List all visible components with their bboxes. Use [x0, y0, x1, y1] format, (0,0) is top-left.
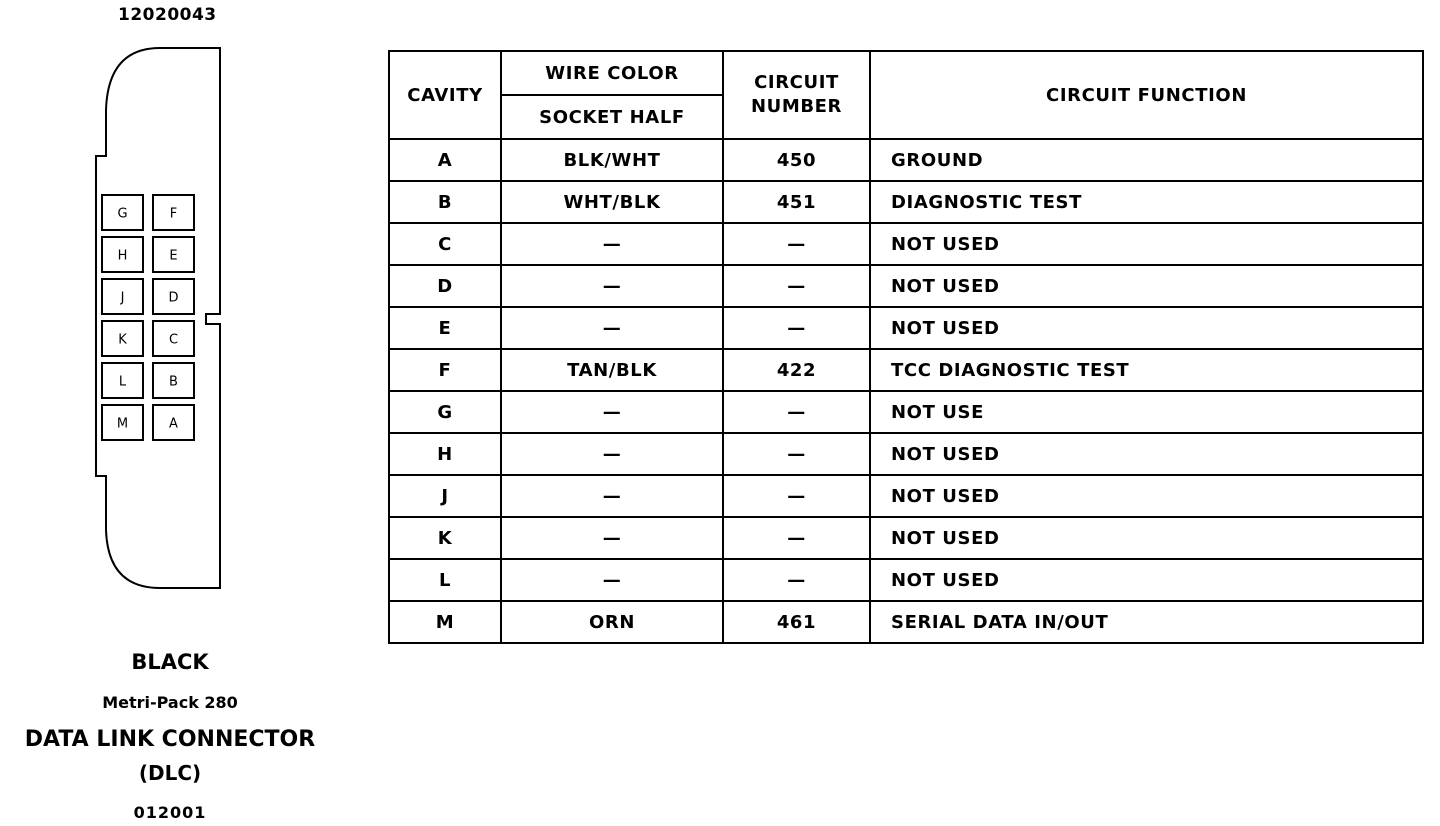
cell-wire-color: —: [501, 391, 723, 433]
cell-cavity: G: [389, 391, 501, 433]
cavity-column-left: [102, 195, 143, 440]
cell-wire-color: —: [501, 433, 723, 475]
pinout-table: [388, 50, 1424, 644]
cell-circuit-number: 422: [723, 349, 870, 391]
table-row: [389, 391, 1423, 433]
cell-wire-color: —: [501, 475, 723, 517]
table-row: [389, 181, 1423, 223]
cell-cavity: M: [389, 601, 501, 643]
cell-circuit-function: NOT USED: [870, 433, 1423, 475]
cell-circuit-number: 451: [723, 181, 870, 223]
table-row: [389, 139, 1423, 181]
cavity-label-m: M: [116, 416, 129, 432]
connector-name: DATA LINK CONNECTOR: [24, 727, 316, 752]
table-row: [389, 349, 1423, 391]
cell-wire-color: —: [501, 265, 723, 307]
cell-cavity: K: [389, 517, 501, 559]
cell-circuit-function: NOT USED: [870, 517, 1423, 559]
cell-wire-color: —: [501, 307, 723, 349]
cell-cavity: E: [389, 307, 501, 349]
header-wire-color: WIRE COLOR: [501, 51, 723, 95]
table-row: [389, 517, 1423, 559]
header-circuit-function: CIRCUIT FUNCTION: [870, 51, 1423, 139]
cell-circuit-number: —: [723, 475, 870, 517]
cavity-label-b: B: [169, 374, 178, 390]
header-circuit-number: CIRCUIT NUMBER: [723, 51, 870, 139]
connector-diagram: [0, 0, 340, 640]
cell-wire-color: WHT/BLK: [501, 181, 723, 223]
cell-circuit-number: —: [723, 223, 870, 265]
cell-circuit-number: —: [723, 559, 870, 601]
table-row: [389, 601, 1423, 643]
cell-wire-color: —: [501, 223, 723, 265]
cell-circuit-function: NOT USED: [870, 475, 1423, 517]
pinout-table-body: [389, 139, 1423, 643]
cell-circuit-function: SERIAL DATA IN/OUT: [870, 601, 1423, 643]
connector-color: BLACK: [131, 650, 209, 674]
cell-circuit-function: NOT USED: [870, 307, 1423, 349]
cavity-label-e: E: [169, 248, 178, 264]
cell-cavity: F: [389, 349, 501, 391]
header-cavity: CAVITY: [389, 51, 501, 139]
cell-circuit-function: NOT USED: [870, 223, 1423, 265]
cell-circuit-number: 450: [723, 139, 870, 181]
cell-circuit-function: GROUND: [870, 139, 1423, 181]
cell-circuit-number: —: [723, 391, 870, 433]
cell-wire-color: ORN: [501, 601, 723, 643]
table-row: [389, 265, 1423, 307]
cell-cavity: H: [389, 433, 501, 475]
cell-circuit-number: —: [723, 433, 870, 475]
connector-outline: [96, 48, 220, 588]
table-row: [389, 223, 1423, 265]
header-socket-half: SOCKET HALF: [501, 95, 723, 139]
cavity-label-k: K: [118, 332, 127, 348]
cavity-label-c: C: [168, 332, 179, 348]
cavity-label-g: G: [117, 206, 128, 222]
cell-circuit-number: 461: [723, 601, 870, 643]
table-row: [389, 433, 1423, 475]
cell-cavity: C: [389, 223, 501, 265]
cell-cavity: L: [389, 559, 501, 601]
figure-id: 012001: [133, 803, 207, 822]
cell-wire-color: TAN/BLK: [501, 349, 723, 391]
cell-cavity: B: [389, 181, 501, 223]
cell-circuit-function: NOT USED: [870, 265, 1423, 307]
cell-circuit-number: —: [723, 307, 870, 349]
cavity-label-f: F: [169, 206, 178, 222]
cell-circuit-function: NOT USED: [870, 559, 1423, 601]
cell-cavity: A: [389, 139, 501, 181]
cell-circuit-function: TCC DIAGNOSTIC TEST: [870, 349, 1423, 391]
cavity-label-a: A: [169, 416, 178, 432]
cavity-label-l: L: [118, 374, 127, 390]
cell-circuit-number: —: [723, 517, 870, 559]
terminal-type: Metri-Pack 280: [102, 693, 238, 712]
cavity-label-j: J: [120, 290, 125, 306]
cell-wire-color: —: [501, 559, 723, 601]
cell-circuit-function: DIAGNOSTIC TEST: [870, 181, 1423, 223]
cell-cavity: J: [389, 475, 501, 517]
table-row: [389, 307, 1423, 349]
cell-wire-color: —: [501, 517, 723, 559]
table-row: [389, 559, 1423, 601]
cell-circuit-function: NOT USE: [870, 391, 1423, 433]
connector-abbreviation: (DLC): [138, 761, 202, 785]
cavity-column-right: [153, 195, 194, 440]
cavity-label-h: H: [117, 248, 128, 264]
cell-cavity: D: [389, 265, 501, 307]
cavity-label-d: D: [168, 290, 179, 306]
connector-part-number: 12020043: [118, 5, 217, 25]
cell-wire-color: BLK/WHT: [501, 139, 723, 181]
cell-circuit-number: —: [723, 265, 870, 307]
table-row: [389, 475, 1423, 517]
